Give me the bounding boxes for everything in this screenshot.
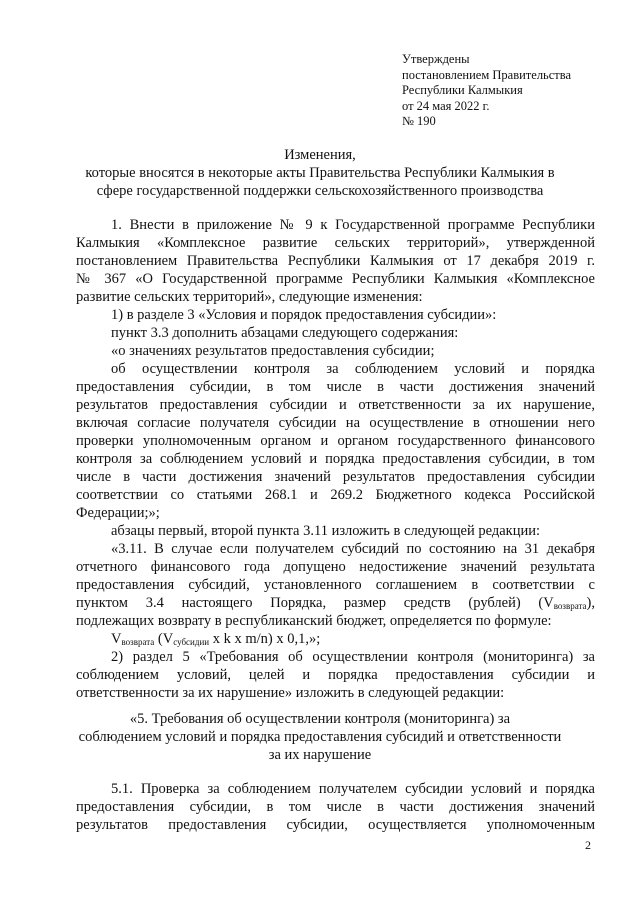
paragraph-line: 2) раздел 5 «Требования об осуществлении контроля (мониторинга) за: [111, 649, 595, 665]
approval-date: от 24 мая 2022 г.: [402, 98, 490, 113]
text-run: V: [111, 631, 122, 647]
section-heading: соблюдением условий и порядка предоставления субсидий и ответственности: [78, 729, 562, 745]
page-number: 2: [585, 838, 591, 852]
document-subtitle-line: которые вносятся в некоторые акты Правительства Республики Калмыкия в: [85, 165, 555, 181]
document-subtitle-line: сфере государственной поддержки сельскохозяйственного производства: [96, 183, 544, 199]
text-run: (V: [154, 631, 174, 647]
paragraph-line: № 367 «О Государственной программе Республики Калмыкия «Комплексное: [76, 271, 595, 287]
approval-line: постановлением Правительства: [402, 67, 572, 82]
paragraph-line: предоставления субсидий, установленного соглашением в соответствии с: [76, 577, 595, 593]
document-title: Изменения,: [284, 147, 356, 163]
subscript: возврата: [553, 601, 587, 611]
approval-number: № 190: [402, 114, 436, 129]
paragraph-line: предоставления субсидии, в том числе в части достижения значений: [76, 799, 595, 815]
subscript: субсидии: [173, 637, 210, 647]
paragraph-line: соответствии со статьями 268.1 и 269.2 Бюджетного кодекса Российской: [76, 487, 595, 503]
approval-line: Республики Калмыкия: [402, 83, 523, 98]
paragraph-line: числе в части достижения значений результатов предоставления субсидии: [76, 469, 595, 485]
paragraph-line: «о значениях результатов предоставления субсидии;: [111, 343, 435, 359]
approval-line: Утверждены: [402, 52, 470, 66]
paragraph-line: 5.1. Проверка за соблюдением получателем субсидии условий и порядка: [111, 781, 595, 797]
paragraph-line: предоставления субсидии, в том числе в части достижения значений: [76, 379, 595, 395]
paragraph-line: «3.11. В случае если получателем субсидий по состоянию на 31 декабря: [111, 541, 595, 557]
paragraph-line: результатов предоставления субсидии и ответственности за их нарушение,: [76, 397, 595, 413]
text-run: x k x m/n) x 0,1,»;: [209, 631, 321, 647]
paragraph-line: 1) в разделе 3 «Условия и порядок предоставления субсидии»:: [111, 307, 497, 323]
paragraph-line: отчетного финансового года допущено недостижение значений результата: [76, 559, 595, 575]
paragraph-line: Федерации;»;: [76, 505, 160, 521]
paragraph-line: об осуществлении контроля за соблюдением условий и порядка: [111, 361, 595, 377]
paragraph-line: постановлением Правительства Республики Калмыкия от 17 декабря 2019 г.: [76, 253, 595, 269]
paragraph-line: контроля за соблюдением условий и порядка предоставления субсидии, в том: [76, 451, 595, 467]
paragraph-line: проверки уполномоченным органом и органом государственного финансового: [76, 433, 595, 449]
section-heading: «5. Требования об осуществлении контроля (мониторинга) за: [129, 711, 511, 727]
paragraph-line: 1. Внести в приложение № 9 к Государственной программе Республики: [111, 217, 595, 233]
text-run: пунктом 3.4 настоящего Порядка, размер средств (рублей) (V: [76, 595, 554, 611]
paragraph-line: пункт 3.3 дополнить абзацами следующего содержания:: [111, 325, 459, 341]
approval-stamp: [402, 52, 571, 130]
paragraph-line: результатов предоставления субсидии, осуществляется уполномоченным: [76, 817, 595, 833]
paragraph-line: абзацы первый, второй пункта 3.11 изложить в следующей редакции:: [111, 523, 541, 539]
paragraph-line: включая согласие получателя субсидии на осуществление в отношении него: [76, 415, 595, 431]
paragraph-line: ответственности за их нарушение» изложить в следующей редакции:: [76, 685, 505, 701]
paragraph-line: развитие сельских территорий», следующие изменения:: [76, 289, 423, 305]
paragraph-line: соблюдением условий, целей и порядка предоставления субсидии и: [76, 667, 595, 683]
paragraph-line: подлежащих возврату в республиканский бюджет, определяется по формуле:: [76, 613, 552, 629]
text-run: ),: [586, 595, 595, 611]
paragraph-line: Калмыкия «Комплексное развитие сельских территорий», утвержденной: [76, 235, 595, 251]
subscript: возврата: [121, 637, 155, 647]
section-heading: за их нарушение: [268, 747, 372, 763]
